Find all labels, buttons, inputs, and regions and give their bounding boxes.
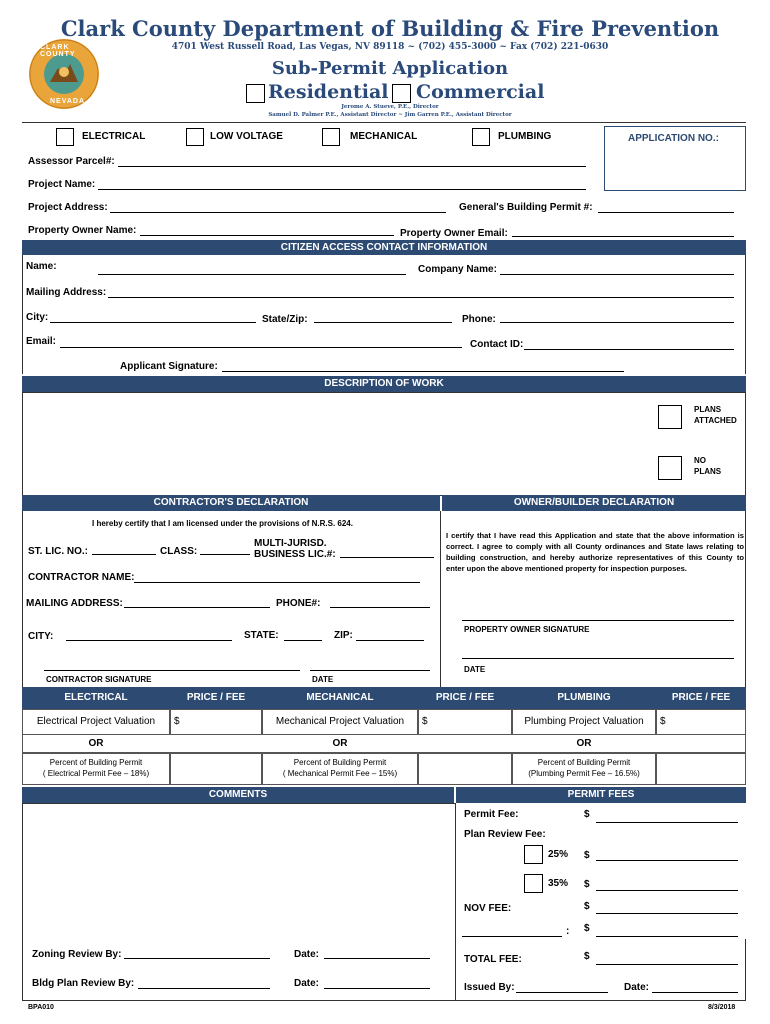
electrical-percent-input[interactable] bbox=[170, 753, 262, 785]
citizen-state-zip-label: State/Zip: bbox=[262, 314, 308, 325]
permit-type-plumbing: PLUMBING bbox=[498, 131, 552, 142]
description-header: DESCRIPTION OF WORK bbox=[22, 376, 746, 392]
contractor-mailing-input[interactable] bbox=[124, 607, 270, 608]
fees-header-price-3: PRICE / FEE bbox=[671, 692, 731, 703]
zoning-review-label: Zoning Review By: bbox=[32, 949, 122, 960]
contractor-phone-label: PHONE#: bbox=[276, 598, 321, 609]
class-label: CLASS: bbox=[160, 546, 198, 557]
plan-review-25-dollar: $ bbox=[584, 850, 590, 861]
nov-fee-label: NOV FEE: bbox=[464, 903, 512, 914]
contractor-zip-label: ZIP: bbox=[334, 630, 353, 641]
applicant-signature-label: Applicant Signature: bbox=[120, 361, 218, 372]
citizen-section-border bbox=[22, 255, 746, 374]
issued-by-input[interactable] bbox=[516, 992, 608, 993]
residential-checkbox[interactable] bbox=[246, 84, 265, 103]
bldg-review-input[interactable] bbox=[138, 988, 270, 989]
electrical-valuation-input[interactable] bbox=[170, 709, 262, 735]
plumbing-valuation-label: Plumbing Project Valuation bbox=[524, 716, 644, 727]
fees-header-electrical: ELECTRICAL bbox=[64, 692, 128, 703]
contractor-state-input[interactable] bbox=[284, 640, 322, 641]
low-voltage-checkbox[interactable] bbox=[186, 128, 204, 146]
no-plans-label-1: NO bbox=[694, 456, 706, 465]
fees-header-price-2: PRICE / FEE bbox=[435, 692, 495, 703]
zoning-date-input[interactable] bbox=[324, 958, 430, 959]
contact-id-label: Contact ID: bbox=[470, 339, 524, 350]
general-permit-input[interactable] bbox=[598, 212, 734, 213]
zoning-review-input[interactable] bbox=[124, 958, 270, 959]
plumbing-dollar: $ bbox=[660, 716, 666, 727]
electrical-or: OR bbox=[88, 738, 104, 749]
issued-date-label: Date: bbox=[624, 982, 650, 993]
bldg-review-label: Bldg Plan Review By: bbox=[32, 978, 135, 989]
project-address-input[interactable] bbox=[110, 212, 446, 213]
multi-jurisd-label-1: MULTI-JURISD. bbox=[254, 538, 327, 549]
owner-email-label: Property Owner Email: bbox=[400, 228, 508, 239]
st-lic-label: ST. LIC. NO.: bbox=[28, 546, 88, 557]
commercial-label: Commercial bbox=[416, 81, 545, 103]
fees-header-plumbing: PLUMBING bbox=[557, 692, 611, 703]
owner-date-input[interactable] bbox=[462, 658, 734, 659]
plan-review-25-input[interactable] bbox=[596, 860, 738, 861]
plumbing-percent-line2: (Plumbing Permit Fee – 16.5%) bbox=[528, 769, 640, 778]
owner-signature-input[interactable] bbox=[462, 620, 734, 621]
mechanical-percent-input[interactable] bbox=[418, 753, 512, 785]
contractor-date-label: DATE bbox=[312, 675, 334, 684]
permit-type-mechanical: MECHANICAL bbox=[350, 131, 418, 142]
multi-jurisd-input[interactable] bbox=[340, 557, 434, 558]
mechanical-valuation-input[interactable] bbox=[418, 709, 512, 735]
declaration-divider bbox=[440, 511, 441, 687]
plan-review-35-dollar: $ bbox=[584, 879, 590, 890]
contractor-declaration-header: CONTRACTOR'S DECLARATION bbox=[22, 495, 440, 511]
permit-fee-dollar: $ bbox=[584, 809, 590, 820]
citizen-state-zip-input[interactable] bbox=[314, 322, 452, 323]
citizen-phone-input[interactable] bbox=[500, 322, 734, 323]
owner-date-label: DATE bbox=[464, 665, 486, 674]
electrical-checkbox[interactable] bbox=[56, 128, 74, 146]
class-input[interactable] bbox=[200, 554, 250, 555]
plans-attached-label-1: PLANS bbox=[694, 405, 722, 414]
company-name-label: Company Name: bbox=[418, 264, 497, 275]
no-plans-checkbox[interactable] bbox=[658, 456, 682, 480]
application-no-label: APPLICATION NO.: bbox=[628, 133, 719, 144]
total-fee-dollar: $ bbox=[584, 951, 590, 962]
comments-header: COMMENTS bbox=[22, 787, 454, 803]
contractor-name-label: CONTRACTOR NAME: bbox=[28, 572, 135, 583]
issued-date-input[interactable] bbox=[652, 992, 738, 993]
contractor-city-label: CITY: bbox=[28, 631, 54, 642]
bldg-date-input[interactable] bbox=[324, 988, 430, 989]
assessor-input[interactable] bbox=[118, 166, 586, 167]
contractor-certify-text: I hereby certify that I am licensed under the provisions of N.R.S. 624. bbox=[92, 519, 353, 528]
plumbing-or: OR bbox=[576, 738, 592, 749]
owner-declaration-header: OWNER/BUILDER DECLARATION bbox=[442, 495, 746, 511]
contractor-signature-input[interactable] bbox=[44, 670, 300, 671]
fees-header-mechanical: MECHANICAL bbox=[306, 692, 374, 703]
bldg-date-label: Date: bbox=[294, 978, 320, 989]
nov-fee-dollar: $ bbox=[584, 901, 590, 912]
form-date: 8/3/2018 bbox=[708, 1004, 736, 1011]
contact-id-input[interactable] bbox=[524, 349, 734, 350]
applicant-signature-input[interactable] bbox=[222, 371, 624, 372]
contractor-city-input[interactable] bbox=[66, 640, 232, 641]
total-fee-input[interactable] bbox=[596, 964, 738, 965]
multi-jurisd-label-2: BUSINESS LIC.#: bbox=[254, 549, 336, 560]
plan-review-25-checkbox[interactable] bbox=[524, 845, 543, 864]
contractor-phone-input[interactable] bbox=[330, 607, 430, 608]
contractor-zip-input[interactable] bbox=[356, 640, 424, 641]
total-fee-label: TOTAL FEE: bbox=[464, 954, 522, 965]
other-fee-dollar: $ bbox=[584, 923, 590, 934]
company-name-input[interactable] bbox=[500, 274, 734, 275]
plumbing-percent-input[interactable] bbox=[656, 753, 746, 785]
contractor-signature-label: CONTRACTOR SIGNATURE bbox=[46, 675, 152, 684]
header-address: 4701 West Russell Road, Las Vegas, NV 89118 ~ (702) 455-3000 ~ Fax (702) 221-0630 bbox=[171, 42, 609, 52]
plan-review-35-input[interactable] bbox=[596, 890, 738, 891]
plan-review-35-checkbox[interactable] bbox=[524, 874, 543, 893]
plans-attached-checkbox[interactable] bbox=[658, 405, 682, 429]
form-id: BPA010 bbox=[28, 1004, 54, 1011]
residential-label: Residential bbox=[268, 81, 389, 103]
citizen-access-header: CITIZEN ACCESS CONTACT INFORMATION bbox=[22, 240, 746, 255]
citizen-name-label: Name: bbox=[26, 261, 57, 272]
mechanical-percent-line2: ( Mechanical Permit Fee – 15%) bbox=[282, 769, 398, 778]
plumbing-checkbox[interactable] bbox=[472, 128, 490, 146]
zoning-date-label: Date: bbox=[294, 949, 320, 960]
contractor-mailing-label: MAILING ADDRESS: bbox=[26, 598, 123, 609]
contractor-name-input[interactable] bbox=[134, 582, 420, 583]
citizen-city-input[interactable] bbox=[50, 322, 256, 323]
contractor-date-input[interactable] bbox=[310, 670, 430, 671]
mechanical-percent-line1: Percent of Building Permit bbox=[293, 758, 387, 767]
plans-attached-label-2: ATTACHED bbox=[694, 416, 737, 425]
comments-box[interactable] bbox=[22, 803, 456, 940]
nov-fee-input[interactable] bbox=[596, 913, 738, 914]
other-fee-input[interactable] bbox=[596, 936, 738, 937]
other-fee-name-input[interactable] bbox=[462, 936, 562, 937]
contractor-state-label: STATE: bbox=[244, 630, 279, 641]
permit-fees-header: PERMIT FEES bbox=[456, 787, 746, 803]
mechanical-valuation-label: Mechanical Project Valuation bbox=[275, 716, 405, 727]
plan-review-35-label: 35% bbox=[548, 878, 569, 889]
director-line-2: Samuel D. Palmer P.E., Assistant Director ~ Jim Garren P.E., Assistant Director bbox=[268, 112, 512, 118]
citizen-email-input[interactable] bbox=[60, 347, 462, 348]
form-subtitle: Sub-Permit Application bbox=[271, 58, 509, 79]
plumbing-percent-line1: Percent of Building Permit bbox=[537, 758, 631, 767]
citizen-email-label: Email: bbox=[26, 336, 57, 347]
electrical-dollar: $ bbox=[174, 716, 180, 727]
mechanical-or: OR bbox=[332, 738, 348, 749]
owner-declaration-text: I certify that I have read this Application and state that the above information is correct. I agree to comply with all County ordinances and State laws relating to building construction, and hereby authorize representatives of this County to enter upon the above mentioned property for inspection purposes. bbox=[446, 531, 744, 573]
no-plans-label-2: PLANS bbox=[694, 467, 722, 476]
assessor-label: Assessor Parcel#: bbox=[28, 156, 115, 167]
electrical-valuation-label: Electrical Project Valuation bbox=[36, 716, 156, 727]
st-lic-input[interactable] bbox=[92, 554, 156, 555]
project-name-label: Project Name: bbox=[28, 179, 96, 190]
project-name-input[interactable] bbox=[98, 189, 586, 190]
description-box[interactable] bbox=[22, 392, 746, 496]
permit-type-low-voltage: LOW VOLTAGE bbox=[210, 131, 283, 142]
permit-fee-input[interactable] bbox=[596, 822, 738, 823]
owner-name-label: Property Owner Name: bbox=[28, 225, 137, 236]
citizen-name-input[interactable] bbox=[98, 274, 406, 275]
owner-email-input[interactable] bbox=[512, 236, 734, 237]
citizen-mailing-input[interactable] bbox=[108, 297, 734, 298]
electrical-percent-line2: ( Electrical Permit Fee – 18%) bbox=[42, 769, 150, 778]
permit-fees-divider bbox=[455, 803, 456, 1000]
electrical-percent-line1: Percent of Building Permit bbox=[49, 758, 143, 767]
owner-signature-label: PROPERTY OWNER SIGNATURE bbox=[464, 625, 590, 634]
commercial-checkbox[interactable] bbox=[392, 84, 411, 103]
issued-by-label: Issued By: bbox=[464, 982, 515, 993]
citizen-city-label: City: bbox=[26, 312, 49, 323]
permit-type-electrical: ELECTRICAL bbox=[82, 131, 146, 142]
plan-review-25-label: 25% bbox=[548, 849, 569, 860]
other-fee-colon: : bbox=[566, 926, 570, 937]
mechanical-dollar: $ bbox=[422, 716, 428, 727]
seal-text-top: CLARK COUNTY bbox=[40, 44, 76, 58]
page-title: Clark County Department of Building & Fire Prevention bbox=[60, 16, 720, 41]
general-permit-label: General's Building Permit #: bbox=[459, 202, 593, 213]
plumbing-valuation-input[interactable] bbox=[656, 709, 746, 735]
plan-review-label: Plan Review Fee: bbox=[464, 829, 546, 840]
citizen-mailing-label: Mailing Address: bbox=[26, 287, 107, 298]
fees-header-price-1: PRICE / FEE bbox=[186, 692, 246, 703]
seal-text-bottom: NEVADA bbox=[50, 98, 86, 105]
owner-name-input[interactable] bbox=[140, 235, 394, 236]
mechanical-checkbox[interactable] bbox=[322, 128, 340, 146]
project-address-label: Project Address: bbox=[28, 202, 108, 213]
permit-fee-label: Permit Fee: bbox=[464, 809, 519, 820]
director-line-1: Jerome A. Stueve, P.E., Director bbox=[341, 104, 439, 110]
citizen-phone-label: Phone: bbox=[462, 314, 496, 325]
